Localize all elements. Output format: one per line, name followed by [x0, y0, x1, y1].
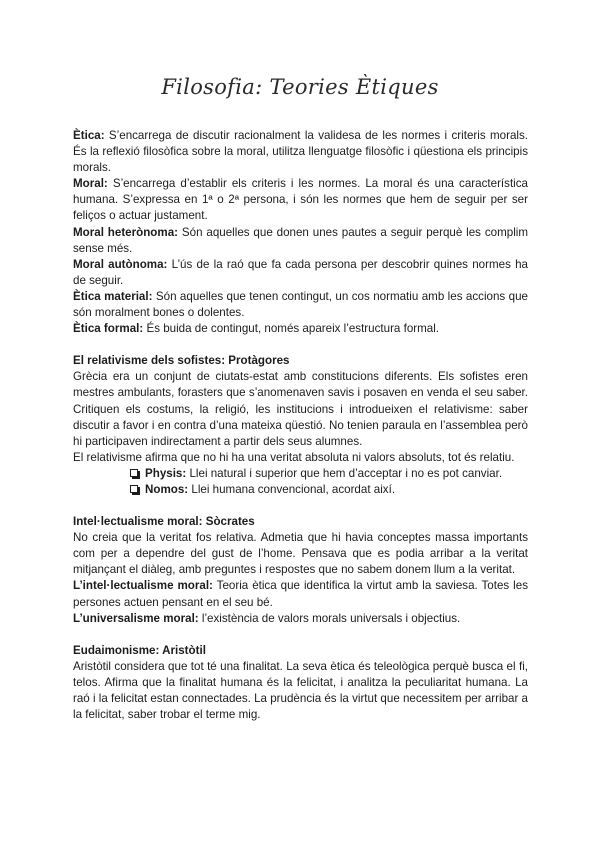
- checkbox-bullet-icon: [130, 485, 138, 493]
- paragraph: Grècia era un conjunt de ciutats-estat amb constitucions diferents. Els sofistes eren mestres ambulants, forasters que s’anomenaven savis i posaven en venda el seu saber. Critiquen els costums, la religió, les institucions i introdueixen el relativisme: saber discutir a favor i en contra d’una mateixa qüestió. No tenien paraula en l’assemblea però hi participaven indirectament a partir dels seus alumnes.: [73, 370, 528, 448]
- definition-text: l’existència de valors morals universals i objectius.: [198, 611, 461, 625]
- section-heading-eudaimonisme: Eudaimonisme: Aristòtil: [73, 643, 206, 657]
- bullet-text: Llei humana convencional, acordat així.: [188, 482, 396, 496]
- definition-moral-autonoma: [73, 257, 528, 289]
- document-body: [73, 128, 528, 723]
- definition-moral-heteronoma: [73, 225, 528, 257]
- paragraph: Aristòtil considera que tot té una finalitat. La seva ètica és teleològica perquè busca el fi, telos. Afirma que la finalitat humana és la felicitat, i analitza la peculiaritat humana. La raó i la felicitat estan connectades. La prudència és la virtut que necessitem per arribar a la felicitat, saber trobar el terme mig.: [73, 659, 528, 722]
- definition-text: S’encarrega de discutir racionalment la validesa de les normes i criteris morals. És la reflexió filosòfica sobre la moral, utilitza llenguatge filosòfic i qüestiona els principis morals.: [73, 129, 528, 175]
- page-title: Filosofia: Teories Ètiques: [161, 75, 439, 99]
- term: Ètica material:: [73, 289, 153, 303]
- definition-etica-formal: [73, 321, 528, 337]
- definition-moral: [73, 176, 528, 224]
- term: Moral:: [73, 177, 108, 191]
- bullet-text: Llei natural i superior que hem d’acceptar i no es pot canviar.: [186, 466, 503, 480]
- term: L’universalisme moral:: [73, 611, 199, 625]
- paragraph: El relativisme afirma que no hi ha una veritat absoluta ni valors absoluts, tot és relatiu.: [73, 450, 515, 464]
- definition-text: Són aquelles que donen unes pautes a seguir perquè les complim sense més.: [73, 225, 529, 255]
- bullet-item-nomos: [73, 482, 528, 498]
- definition-etica: [73, 128, 528, 176]
- section-heading-intellectualisme: Intel·lectualisme moral: Sòcrates: [73, 515, 255, 529]
- term: Nomos:: [145, 482, 189, 496]
- term: Ètica:: [73, 129, 105, 142]
- bullet-item-physis: [73, 466, 528, 482]
- term: L’intel·lectualisme moral:: [73, 579, 213, 593]
- term: Physis:: [145, 466, 187, 480]
- term: Moral autònoma:: [73, 257, 168, 271]
- definition-etica-material: [73, 289, 528, 321]
- bullet-list: [73, 466, 528, 498]
- definition-text: És buida de contingut, només apareix l’estructura formal.: [143, 322, 440, 336]
- term: Moral heterònoma:: [73, 225, 179, 239]
- checkbox-bullet-icon: [130, 469, 138, 477]
- definition-text: Teoria ètica que identifica la virtut amb la saviesa. Totes les persones actuen pensant en el seu bé.: [73, 579, 528, 609]
- definition-universalisme: [73, 611, 528, 627]
- definition-text: L’ús de la raó que fa cada persona per descobrir quines normes ha de seguir.: [73, 257, 528, 287]
- definition-intellectualisme: [73, 578, 528, 610]
- definition-text: Són aquelles que tenen contingut, un cos normatiu amb les accions que són moralment bones o dolentes.: [73, 289, 528, 320]
- term: Ètica formal:: [73, 322, 144, 336]
- section-heading-relativisme: El relativisme dels sofistes: Protàgores: [73, 354, 290, 368]
- paragraph: No creia que la veritat fos relativa. Admetia que hi havia conceptes massa importants com per a dependre del gust de l’home. Pensava que es podia arribar a la veritat mitjançant el diàleg, amb preguntes i respostes que no sabem donem llum a la veritat.: [73, 531, 528, 577]
- definition-text: S’encarrega d’establir els criteris i les normes. La moral és una característica humana. S’expressa en 1ª o 2ª persona, i són les normes que hem de seguir per ser feliços o actuar justament.: [73, 177, 528, 223]
